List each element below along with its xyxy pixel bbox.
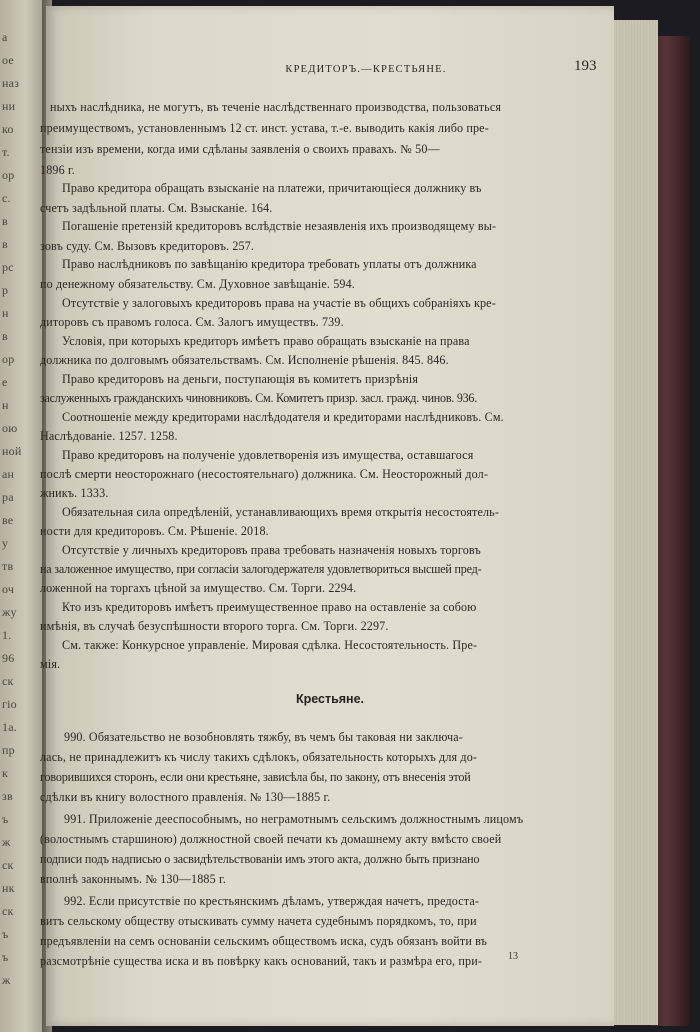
left-page-fragment: а [2, 30, 8, 44]
text-line: Право кредиторовъ на деньги, поступающія въ комитетъ призрѣнія [62, 372, 419, 386]
left-page-fragment: ск [2, 674, 14, 688]
text-line: послѣ смерти неосторожнаго (несостоятельнаго) должника. См. Неосторожный дол- [40, 467, 489, 481]
left-page-fragment: ъ [2, 927, 9, 941]
left-page-fragment: в [2, 237, 8, 251]
section-heading: Крестьяне. [295, 692, 365, 706]
article-line: 992. Если присутствіе по крестьянскимъ дѣламъ, утверждая начетъ, предоста- [64, 894, 480, 908]
left-page-fragment: ни [2, 99, 16, 113]
left-page-fragment: зв [2, 789, 13, 803]
left-page-fragment: ск [2, 904, 14, 918]
text-line: Обязательная сила опредѣленій, устанавливающихъ время открытія несостоятель- [62, 505, 500, 519]
left-page-fragment: ор [2, 352, 15, 366]
text-line: тензіи изъ времени, когда ими сдѣланы заявленія о своихъ правахъ. № 50— [40, 142, 440, 156]
text-line: сдѣлки въ книгу волостного правленія. № 130—1885 г. [40, 790, 331, 804]
page-number: 193 [574, 58, 597, 74]
article-line: 991. Приложеніе дееспособнымъ, но неграмотнымъ сельскимъ должностнымъ лицомъ [64, 812, 524, 826]
text-line: должника по долговымъ обязательствамъ. См. Исполненіе рѣшенія. 845. 846. [40, 353, 449, 367]
text-line: заслуженныхъ гражданскихъ чиновниковъ. См. Комитетъ призр. засл. гражд. чинов. 936. [40, 391, 477, 405]
text-line: Погашеніе претензій кредиторовъ вслѣдствіе незаявленія ихъ производящему вы- [62, 219, 497, 233]
left-page-fragment: в [2, 329, 8, 343]
text-line: Кто изъ кредиторовъ имѣетъ преимущественное право на оставленіе за собою [62, 600, 477, 614]
text-line: зовъ суду. См. Вызовъ кредиторовъ. 257. [40, 239, 255, 253]
left-page-fragment: жу [2, 605, 17, 619]
text-line: предъявленіи на семъ основаніи сельскимъ обществомъ иска, судъ обязанъ войти въ [40, 934, 488, 948]
left-page-fragment: е [2, 375, 8, 389]
left-page-fragment: в [2, 214, 8, 228]
article-line: 990. Обязательство не возобновлять тяжбу, въ чемъ бы таковая ни заключа- [64, 730, 463, 744]
left-page-fragment: к [2, 766, 9, 780]
text-line: Право наслѣдниковъ по завѣщанію кредитора требовать уплаты отъ должника [62, 257, 477, 271]
left-page-fragment: ж [2, 835, 11, 849]
text-line: по денежному обязательству. См. Духовное завѣщаніе. 594. [40, 277, 355, 291]
left-page-fragment: ое [2, 53, 14, 67]
left-page-fragment: ск [2, 858, 14, 872]
left-page-fragment: у [2, 536, 9, 550]
left-page-fragment: н [2, 306, 9, 320]
text-line: подписи подъ надписью о засвидѣтельствованіи имъ этого акта, должно быть признано [40, 852, 480, 866]
left-page-fragment: т. [2, 145, 10, 159]
text-line: вполнѣ законнымъ. № 130—1885 г. [40, 872, 226, 886]
left-page-fragment: оч [2, 582, 15, 596]
left-page-fragment: гіо [2, 697, 17, 711]
text-line: Право кредитора обращать взысканіе на платежи, причитающіеся должнику въ [62, 181, 482, 195]
text-line: мія. [40, 657, 61, 671]
signature-mark: 13 [508, 951, 518, 962]
text-line: Соотношеніе между кредиторами наслѣдодателя и кредиторами наслѣдниковъ. См. [62, 410, 504, 424]
left-page-fragment: 1а. [2, 720, 17, 734]
text-line: разсмотрѣніе существа иска и въ повѣрку какъ оснований, такъ и размѣра его, при- [40, 954, 483, 968]
left-page-fragment: р [2, 283, 9, 297]
left-page-fragment: ан [2, 467, 15, 481]
left-page-fragment: ра [2, 490, 14, 504]
left-page-fragment: ор [2, 168, 15, 182]
text-line: См. также: Конкурсное управленіе. Мировая сдѣлка. Несостоятельность. Пре- [62, 638, 478, 652]
left-page-fragment: тв [2, 559, 14, 573]
text-line: Право кредиторовъ на полученіе удовлетворенія изъ имущества, оставшагося [62, 448, 474, 462]
text-line: Наслѣдованіе. 1257. 1258. [40, 429, 178, 443]
left-page-fragment: ою [2, 421, 18, 435]
running-head: КРЕДИТОРЪ.—КРЕСТЬЯНЕ. [285, 64, 447, 75]
text-line: жникъ. 1333. [40, 486, 109, 500]
text-line: Условія, при которыхъ кредиторъ имѣетъ право обращать взысканіе на права [62, 334, 470, 348]
text-line: (волостнымъ старшиною) должностной своей печати къ домашнему акту вмѣсто своей [40, 832, 502, 846]
text-line: говорившихся сторонъ, если они крестьяне, зависѣла бы, по закону, отъ внесенія этой [40, 770, 471, 784]
text-line: лась, не принадлежитъ къ числу такихъ сдѣлокъ, обязательность которыхъ для до- [40, 750, 478, 764]
text-line: ложенной на торгахъ цѣной за имущество. См. Торги. 2294. [40, 581, 357, 595]
text-line: ности для кредиторовъ. См. Рѣшеніе. 2018. [40, 524, 269, 538]
text-line: имѣнія, въ случаѣ безуспѣшности второго торга. См. Торги. 2297. [40, 619, 389, 633]
left-page-fragment: нк [2, 881, 15, 895]
text-line: Отсутствіе у залоговыхъ кредиторовъ права на участіе въ общихъ собраніяхъ кре- [62, 296, 496, 310]
text-line: преимуществомъ, установленнымъ 12 ст. инст. устава, т.-е. выводить какія либо пре- [40, 121, 489, 135]
left-page-fragment: наз [2, 76, 20, 90]
book-page [40, 6, 614, 1026]
text-line: на заложенное имущество, при согласіи залогодержателя удовлетвориться высшей пред- [40, 562, 482, 576]
text-line: диторовъ съ правомъ голоса. См. Залогъ имуществъ. 739. [40, 315, 344, 329]
left-page-fragment: ъ [2, 950, 9, 964]
text-line: витъ сельскому обществу отыскивать сумму начета судебнымъ порядкомъ, то, при [40, 914, 477, 928]
page-edges [610, 20, 658, 1025]
left-page-fragment: 1. [2, 628, 12, 642]
left-page-fragment: н [2, 398, 9, 412]
left-page-fragment: рс [2, 260, 14, 274]
left-page-fragment: 96 [2, 651, 15, 665]
left-page-fragment: ве [2, 513, 14, 527]
left-page-fragment: пр [2, 743, 15, 757]
text-line: ныхъ наслѣдника, не могутъ, въ теченіе наслѣдственнаго производства, пользоваться [50, 100, 502, 114]
left-page-fragment: ж [2, 973, 11, 987]
text-line: 1896 г. [40, 163, 75, 177]
left-page-fragment: ко [2, 122, 14, 136]
left-page-fragment: ъ [2, 812, 9, 826]
left-page-fragment: с. [2, 191, 11, 205]
left-page-fragment: ной [2, 444, 22, 458]
text-line: Отсутствіе у личныхъ кредиторовъ права требовать назначенія новыхъ торговъ [62, 543, 481, 557]
text-line: счетъ задѣльной платы. См. Взысканіе. 164. [40, 201, 273, 215]
